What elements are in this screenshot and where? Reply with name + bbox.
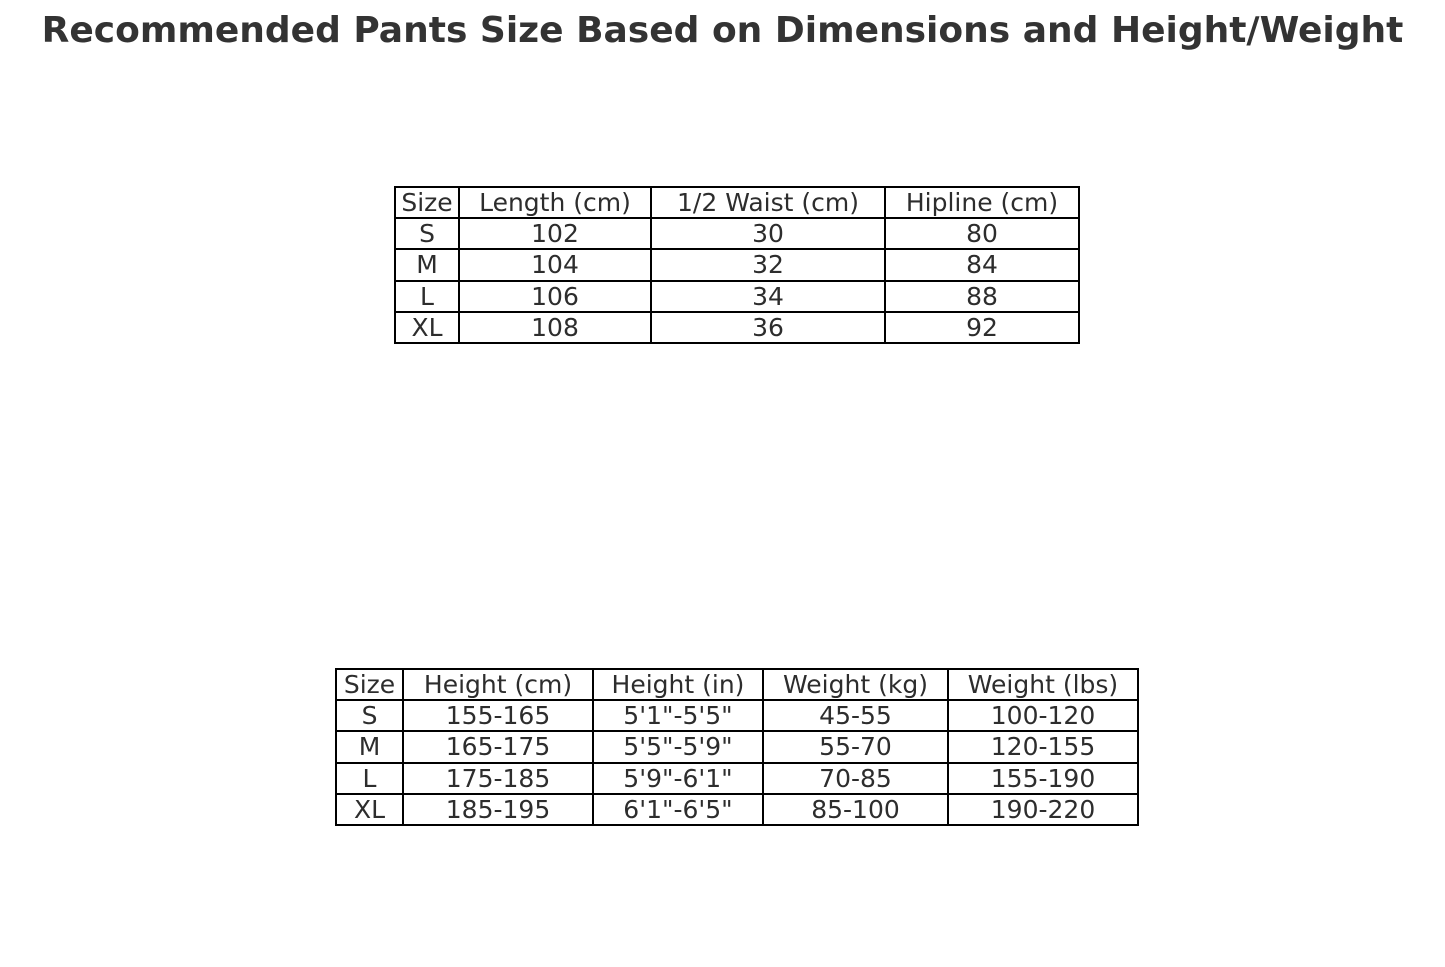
- table-cell: 175-185: [403, 763, 593, 794]
- header-cell: Weight (lbs): [948, 669, 1138, 700]
- table-cell: 92: [885, 312, 1079, 343]
- table-cell: 100-120: [948, 700, 1138, 731]
- table-cell: 80: [885, 218, 1079, 249]
- table-row: [395, 312, 1079, 343]
- table-cell: M: [395, 249, 459, 280]
- table-row: [336, 731, 1138, 762]
- table-cell: M: [336, 731, 403, 762]
- table-cell: 70-85: [763, 763, 948, 794]
- page-title: Recommended Pants Size Based on Dimensions and Height/Weight: [41, 10, 1404, 51]
- header-cell: 1/2 Waist (cm): [651, 187, 885, 218]
- table-cell: 55-70: [763, 731, 948, 762]
- table-cell: 5'9"-6'1": [593, 763, 763, 794]
- table-cell: 5'1"-5'5": [593, 700, 763, 731]
- table-cell: 106: [459, 281, 651, 312]
- table-cell: 120-155: [948, 731, 1138, 762]
- table-cell: 155-190: [948, 763, 1138, 794]
- header-cell: Size: [395, 187, 459, 218]
- table-cell: 102: [459, 218, 651, 249]
- table-row: [336, 763, 1138, 794]
- table-cell: 36: [651, 312, 885, 343]
- table-cell: 155-165: [403, 700, 593, 731]
- table-cell: 185-195: [403, 794, 593, 825]
- table-cell: 30: [651, 218, 885, 249]
- table-cell: 165-175: [403, 731, 593, 762]
- height-weight-table: [335, 668, 1139, 826]
- table-row: [395, 249, 1079, 280]
- header-cell: Weight (kg): [763, 669, 948, 700]
- table-cell: S: [395, 218, 459, 249]
- table-cell: 190-220: [948, 794, 1138, 825]
- header-cell: Length (cm): [459, 187, 651, 218]
- header-cell: Height (cm): [403, 669, 593, 700]
- pants-dimensions-table: [394, 186, 1080, 344]
- header-cell: Height (in): [593, 669, 763, 700]
- table-row: [336, 700, 1138, 731]
- table-cell: 104: [459, 249, 651, 280]
- table-row: [336, 794, 1138, 825]
- header-cell: Size: [336, 669, 403, 700]
- table-row: [395, 281, 1079, 312]
- table-cell: XL: [395, 312, 459, 343]
- table-cell: L: [336, 763, 403, 794]
- table-cell: 85-100: [763, 794, 948, 825]
- table-cell: L: [395, 281, 459, 312]
- table-cell: 88: [885, 281, 1079, 312]
- table-cell: S: [336, 700, 403, 731]
- header-row: [336, 669, 1138, 700]
- table-cell: 108: [459, 312, 651, 343]
- table-cell: XL: [336, 794, 403, 825]
- table-cell: 32: [651, 249, 885, 280]
- table-cell: 5'5"-5'9": [593, 731, 763, 762]
- table-cell: 34: [651, 281, 885, 312]
- table-cell: 6'1"-6'5": [593, 794, 763, 825]
- table-row: [395, 218, 1079, 249]
- header-row: [395, 187, 1079, 218]
- table-cell: 45-55: [763, 700, 948, 731]
- table-cell: 84: [885, 249, 1079, 280]
- header-cell: Hipline (cm): [885, 187, 1079, 218]
